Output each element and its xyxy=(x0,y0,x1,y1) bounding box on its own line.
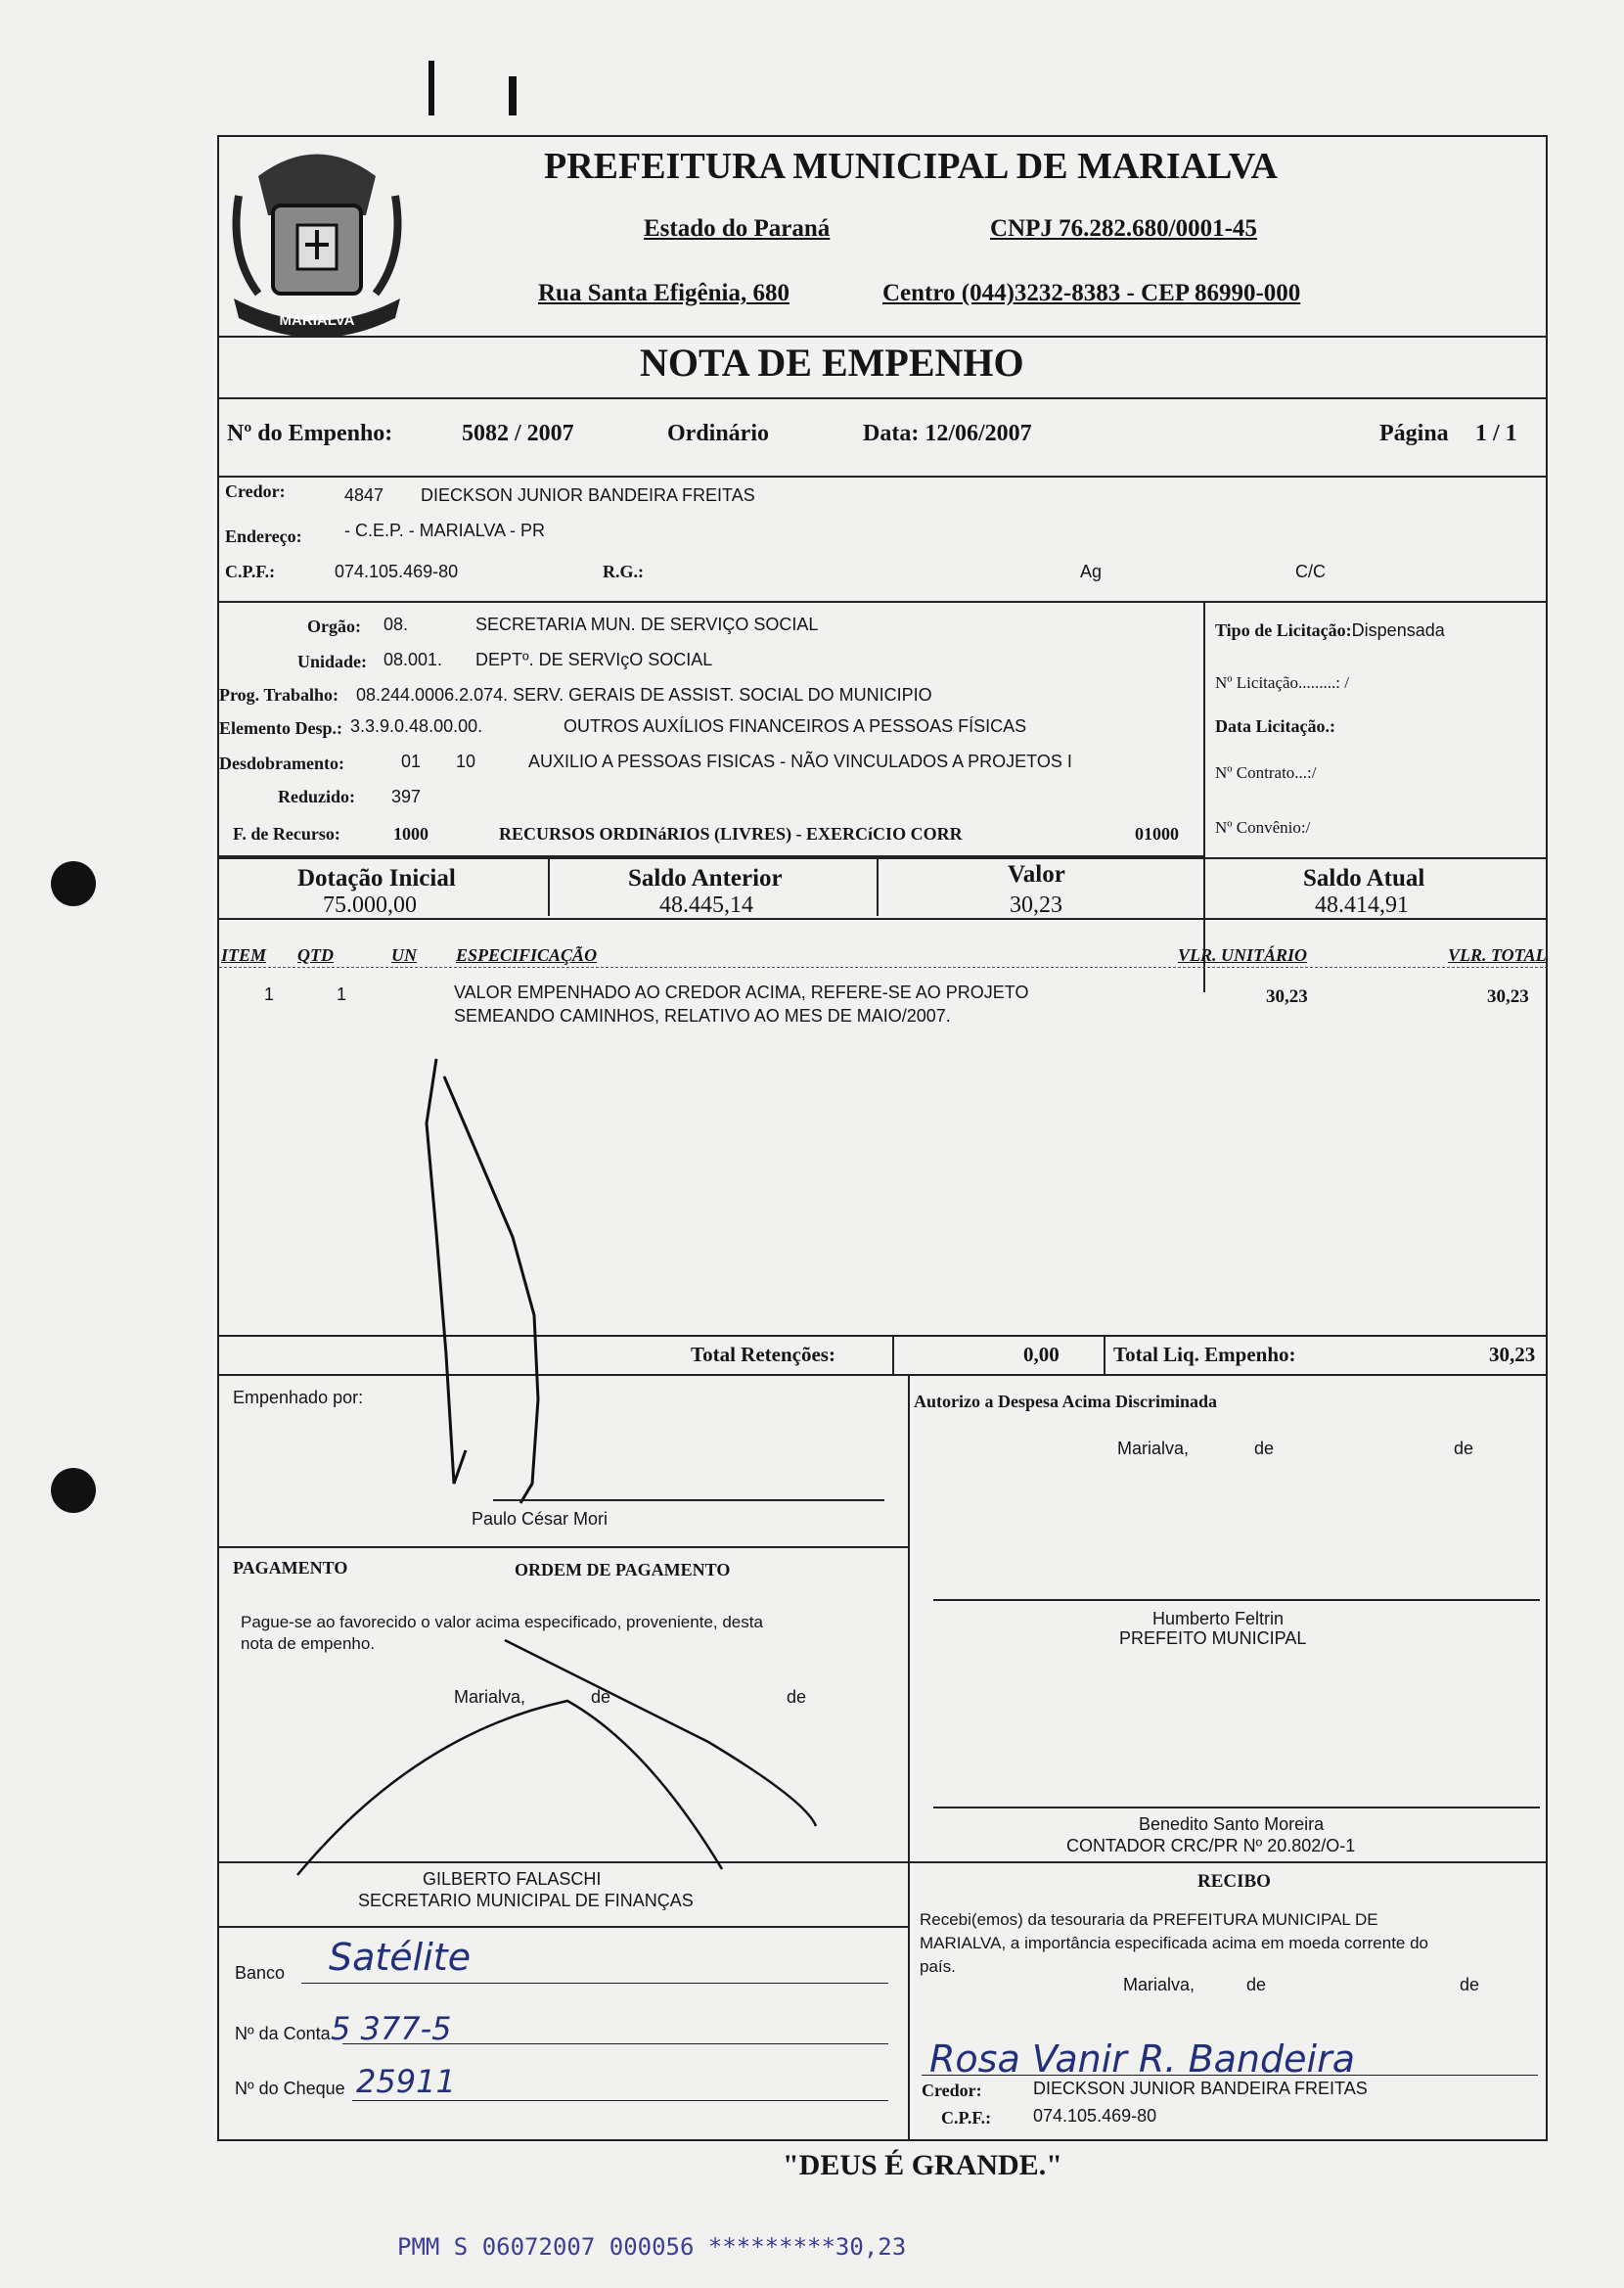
desdobramento-label: Desdobramento: xyxy=(219,754,344,773)
col-qtd: QTD xyxy=(297,945,334,965)
de-label: de xyxy=(591,1687,611,1707)
street: Rua Santa Efigênia, 680 xyxy=(538,280,789,306)
de-label: de xyxy=(1460,1975,1480,1994)
saldo-atual-label: Saldo Atual xyxy=(1303,865,1425,892)
total-retencoes-label: Total Retenções: xyxy=(691,1343,835,1366)
document-title: NOTA DE EMPENHO xyxy=(640,341,1024,385)
dotacao-label: Dotação Inicial xyxy=(297,865,456,892)
desdobramento: AUXILIO A PESSOAS FISICAS - NÃO VINCULADOS A PROJETOS I xyxy=(528,752,1072,771)
nota-de-empenho xyxy=(217,135,1548,2141)
table-row-qtd: 1 xyxy=(337,984,347,1004)
city-label: Marialva, xyxy=(1117,1439,1190,1458)
orgao: SECRETARIA MUN. DE SERVIÇO SOCIAL xyxy=(475,615,819,634)
reduzido-label: Reduzido: xyxy=(278,787,356,806)
empenhado-label: Empenhado por: xyxy=(233,1388,364,1407)
secretario-title: SECRETARIO MUNICIPAL DE FINANÇAS xyxy=(358,1891,694,1910)
elemento: OUTROS AUXÍLIOS FINANCEIROS A PESSOAS FÍSICAS xyxy=(564,716,1027,736)
recibo-cpf: 074.105.469-80 xyxy=(1033,2106,1157,2126)
secretario-name: GILBERTO FALASCHI xyxy=(423,1869,602,1889)
conta-label: Nº da Conta xyxy=(235,2024,331,2043)
prog-label: Prog. Trabalho: xyxy=(219,685,339,705)
de-label: de xyxy=(1454,1439,1474,1458)
conta-value: 5 377-5 xyxy=(331,2010,452,2047)
de-label: de xyxy=(1254,1439,1275,1458)
state: Estado do Paraná xyxy=(644,215,831,242)
orgao-label: Orgão: xyxy=(307,617,361,636)
col-vlr-unitario: VLR. UNITÁRIO xyxy=(1178,945,1308,965)
scan-mark xyxy=(509,76,517,115)
valor-label: Valor xyxy=(1008,861,1065,888)
table-row-item: 1 xyxy=(264,984,275,1004)
ag-label: Ag xyxy=(1080,562,1103,581)
credor-name: DIECKSON JUNIOR BANDEIRA FREITAS xyxy=(421,485,755,505)
print-stamp: PMM S 06072007 000056 *********30,23 xyxy=(397,2233,907,2261)
recibo-text3: país. xyxy=(920,1957,956,1976)
punch-hole xyxy=(51,861,96,906)
fonte: RECURSOS ORDINáRIOS (LIVRES) - EXERCíCIO CORR xyxy=(499,824,963,844)
cnpj: CNPJ 76.282.680/0001-45 xyxy=(990,215,1257,242)
empenho-number: 5082 / 2007 xyxy=(462,421,574,446)
de-label: de xyxy=(787,1687,807,1707)
empenho-type: Ordinário xyxy=(667,421,770,446)
unidade: DEPTº. DE SERVIçO SOCIAL xyxy=(475,650,713,669)
pagamento-label: PAGAMENTO xyxy=(233,1558,348,1578)
desdobramento-code: 01 xyxy=(401,752,422,771)
endereco-label: Endereço: xyxy=(225,526,302,546)
banco-label: Banco xyxy=(235,1963,286,1983)
unidade-code: 08.001. xyxy=(383,650,443,669)
contador-title: CONTADOR CRC/PR Nº 20.802/O-1 xyxy=(1066,1836,1356,1855)
col-un: UN xyxy=(391,945,417,965)
unidade-label: Unidade: xyxy=(297,652,368,671)
scan-mark xyxy=(429,61,434,115)
city-label: Marialva, xyxy=(1123,1975,1195,1994)
page-label: Página xyxy=(1379,421,1449,446)
num-licitacao: Nº Licitação.........: / xyxy=(1215,673,1349,692)
table-row-spec2: SEMEANDO CAMINHOS, RELATIVO AO MES DE MAIO/2007. xyxy=(454,1006,951,1026)
recibo-text2: MARIALVA, a importância especificada acima em moeda corrente do xyxy=(920,1934,1429,1952)
cheque-label: Nº do Cheque xyxy=(235,2079,345,2098)
prefeito-title: PREFEITO MUNICIPAL xyxy=(1119,1628,1307,1648)
elemento-label: Elemento Desp.: xyxy=(219,718,342,738)
saldo-atual-value: 48.414,91 xyxy=(1315,892,1409,918)
contador-name: Benedito Santo Moreira xyxy=(1139,1814,1325,1834)
table-row-spec1: VALOR EMPENHADO AO CREDOR ACIMA, REFERE-SE AO PROJETO xyxy=(454,983,1029,1002)
col-item: ITEM xyxy=(221,945,267,965)
autorizo-text: Autorizo a Despesa Acima Discriminada xyxy=(914,1392,1217,1411)
punch-hole xyxy=(51,1468,96,1513)
fonte-code2: 01000 xyxy=(1135,824,1179,844)
col-vlr-total: VLR. TOTAL xyxy=(1448,945,1547,965)
contact: Centro (044)3232-8383 - CEP 86990-000 xyxy=(882,280,1301,306)
tipo-licitacao: Tipo de Licitação:Dispensada xyxy=(1215,620,1445,640)
total-liquido-label: Total Liq. Empenho: xyxy=(1113,1343,1296,1366)
desdobramento-sub: 10 xyxy=(456,752,476,771)
recibo-text1: Recebi(emos) da tesouraria da PREFEITURA MUNICIPAL DE xyxy=(920,1910,1378,1929)
credor-code: 4847 xyxy=(344,485,384,505)
programa: 08.244.0006.2.074. SERV. GERAIS DE ASSIST. SOCIAL DO MUNICIPIO xyxy=(356,685,932,705)
col-especificacao: ESPECIFICAÇÃO xyxy=(456,945,598,965)
data-licitacao: Data Licitação.: xyxy=(1215,716,1335,736)
cpf-label: C.P.F.: xyxy=(225,562,276,581)
rg-label: R.G.: xyxy=(603,562,644,581)
ordem-pagamento-label: ORDEM DE PAGAMENTO xyxy=(515,1560,731,1579)
svg-text:MARIALVA: MARIALVA xyxy=(279,312,355,329)
recibo-credor-label: Credor: xyxy=(922,2081,982,2100)
recibo-title: RECIBO xyxy=(1197,1871,1271,1892)
credor-signature: Rosa Vanir R. Bandeira xyxy=(929,2037,1355,2081)
empenho-label: Nº do Empenho: xyxy=(227,421,393,446)
de-label: de xyxy=(1246,1975,1267,1994)
saldo-anterior-label: Saldo Anterior xyxy=(628,865,783,892)
pagamento-text2: nota de empenho. xyxy=(241,1634,376,1653)
dotacao-value: 75.000,00 xyxy=(323,892,417,918)
prefeito-name: Humberto Feltrin xyxy=(1152,1609,1285,1628)
motto: "DEUS É GRANDE." xyxy=(783,2149,1062,2181)
recibo-credor: DIECKSON JUNIOR BANDEIRA FREITAS xyxy=(1033,2079,1368,2098)
table-row-unit: 30,23 xyxy=(1266,986,1308,1007)
total-retencoes: 0,00 xyxy=(1023,1343,1060,1366)
elemento-code: 3.3.9.0.48.00.00. xyxy=(350,716,483,736)
cpf: 074.105.469-80 xyxy=(335,562,459,581)
reduzido: 397 xyxy=(391,787,422,806)
valor-value: 30,23 xyxy=(1010,892,1062,918)
num-convenio: Nº Convênio:/ xyxy=(1215,818,1311,837)
cc-label: C/C xyxy=(1295,562,1326,581)
endereco: - C.E.P. - MARIALVA - PR xyxy=(344,521,546,540)
city-label: Marialva, xyxy=(454,1687,526,1707)
banco-value: Satélite xyxy=(329,1936,472,1979)
cheque-value: 25911 xyxy=(356,2063,456,2100)
saldo-anterior-value: 48.445,14 xyxy=(659,892,753,918)
total-liquido: 30,23 xyxy=(1489,1343,1536,1366)
empenho-date: Data: 12/06/2007 xyxy=(863,421,1032,446)
pagamento-text1: Pague-se ao favorecido o valor acima especificado, proveniente, desta xyxy=(241,1613,763,1631)
fonte-label: F. de Recurso: xyxy=(233,824,340,844)
table-row-total: 30,23 xyxy=(1487,986,1529,1007)
coat-of-arms-icon xyxy=(219,137,415,343)
page-number: 1 / 1 xyxy=(1475,421,1517,446)
orgao-code: 08. xyxy=(383,615,409,634)
page-title: PREFEITURA MUNICIPAL DE MARIALVA xyxy=(544,146,1278,187)
recibo-cpf-label: C.P.F.: xyxy=(941,2108,992,2128)
fonte-code: 1000 xyxy=(393,824,429,844)
num-contrato: Nº Contrato...:/ xyxy=(1215,763,1317,782)
empenhado-name: Paulo César Mori xyxy=(472,1509,609,1529)
credor-label: Credor: xyxy=(225,481,286,501)
